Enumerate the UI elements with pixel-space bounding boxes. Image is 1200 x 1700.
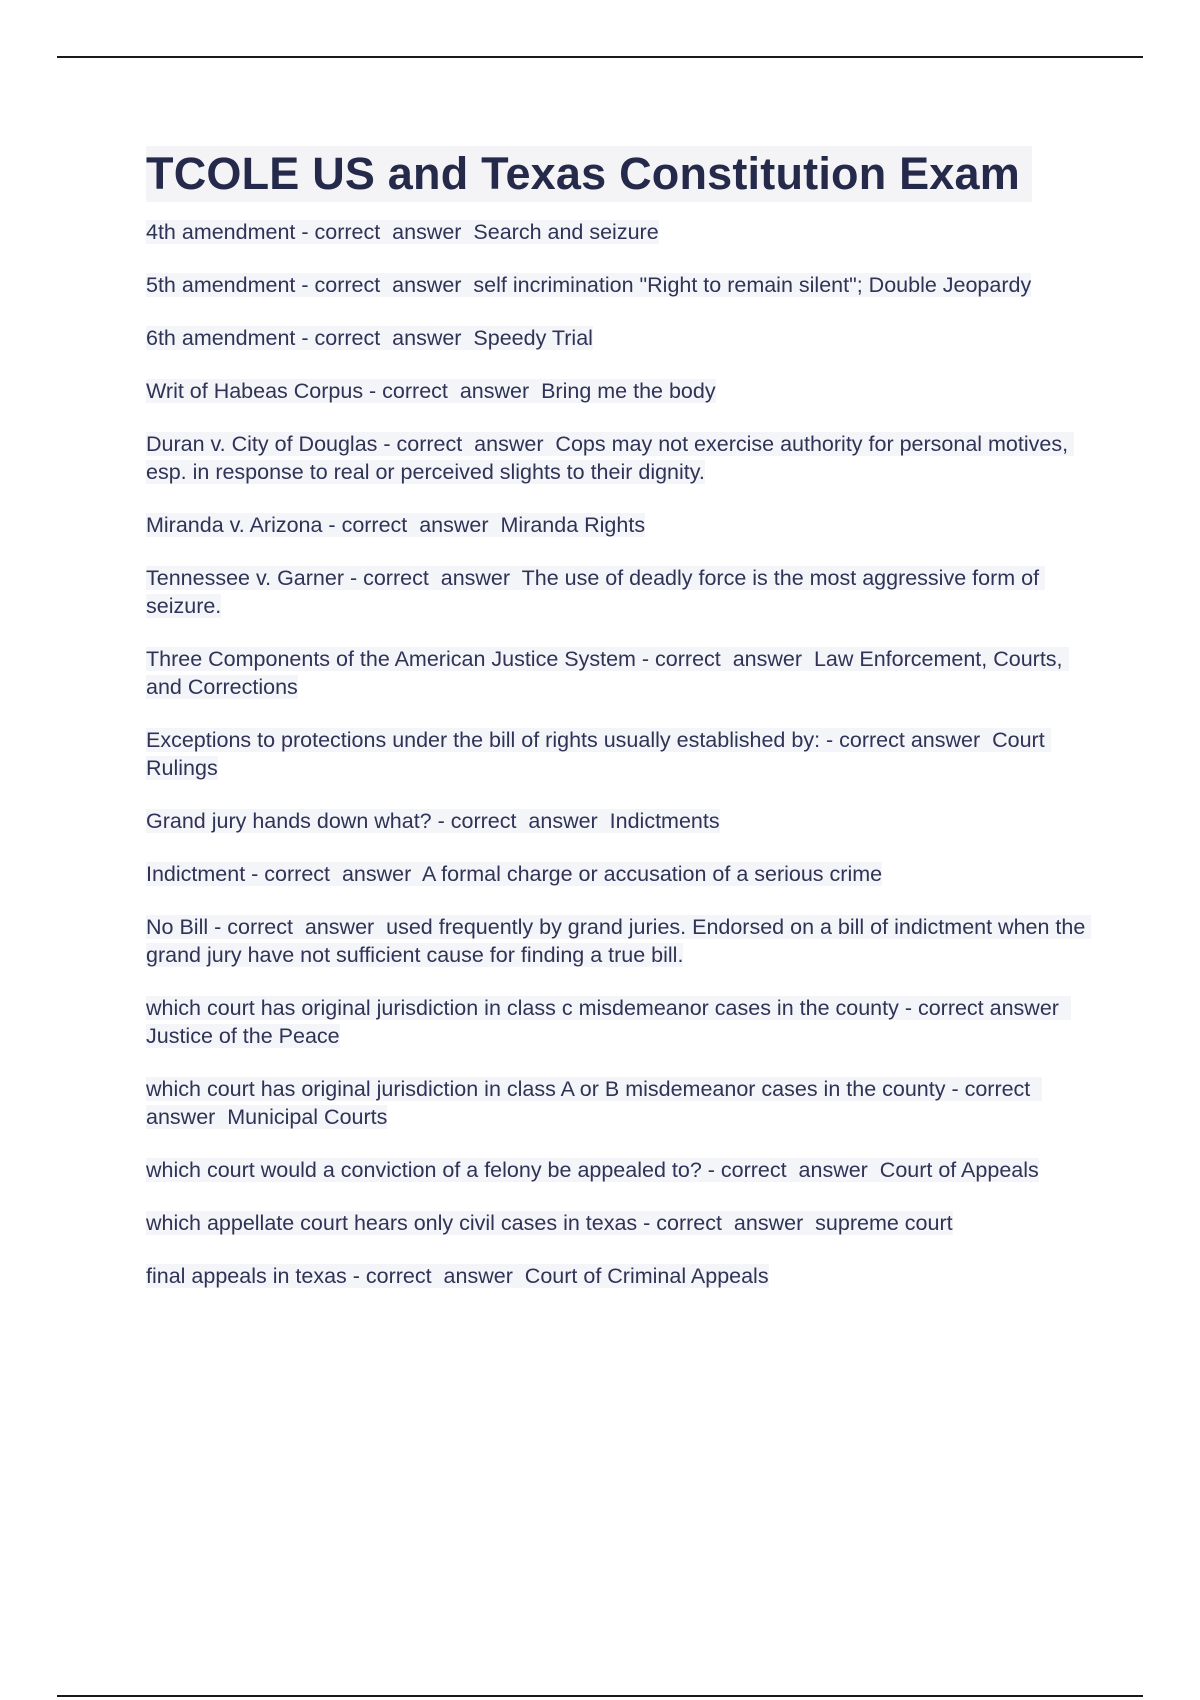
qa-item bbox=[146, 324, 1090, 352]
qa-item-text: Exceptions to protections under the bill of rights usually established by: - correct answer Court Rulings bbox=[146, 728, 1051, 780]
qa-item bbox=[146, 1209, 1090, 1237]
qa-item bbox=[146, 377, 1090, 405]
qa-item-text: No Bill - correct answer used frequently by grand juries. Endorsed on a bill of indictment when the grand jury have not sufficient cause for finding a true bill. bbox=[146, 915, 1092, 967]
qa-item-text: Miranda v. Arizona - correct answer Miranda Rights bbox=[146, 513, 646, 537]
bottom-divider bbox=[57, 1695, 1143, 1697]
qa-item-text: Duran v. City of Douglas - correct answer Cops may not exercise authority for personal motives, esp. in response to real or perceived slights to their dignity. bbox=[146, 432, 1075, 484]
page-title: TCOLE US and Texas Constitution Exam bbox=[146, 146, 1032, 202]
qa-item-text: which appellate court hears only civil cases in texas - correct answer supreme court bbox=[146, 1211, 953, 1235]
qa-item bbox=[146, 511, 1090, 539]
qa-item bbox=[146, 271, 1090, 299]
top-divider bbox=[57, 56, 1143, 58]
qa-item-text: Writ of Habeas Corpus - correct answer Bring me the body bbox=[146, 379, 716, 403]
qa-item bbox=[146, 807, 1090, 835]
qa-item bbox=[146, 726, 1090, 782]
qa-item-text: which court has original jurisdiction in class c misdemeanor cases in the county - correct answer Justice of the Peace bbox=[146, 996, 1071, 1048]
qa-item bbox=[146, 218, 1090, 246]
qa-item bbox=[146, 645, 1090, 701]
qa-item bbox=[146, 564, 1090, 620]
qa-item-text: 4th amendment - correct answer Search and seizure bbox=[146, 220, 659, 244]
qa-item-text: Tennessee v. Garner - correct answer The use of deadly force is the most aggressive form of seizure. bbox=[146, 566, 1046, 618]
qa-item bbox=[146, 913, 1090, 969]
qa-item bbox=[146, 1262, 1090, 1290]
document-content bbox=[146, 146, 1090, 1315]
qa-item-text: Indictment - correct answer A formal charge or accusation of a serious crime bbox=[146, 862, 883, 886]
qa-item-text: 5th amendment - correct answer self incrimination "Right to remain silent"; Double Jeopardy bbox=[146, 273, 1032, 297]
qa-item-text: which court has original jurisdiction in class A or B misdemeanor cases in the county - correct answer Municipal Courts bbox=[146, 1077, 1043, 1129]
qa-list bbox=[146, 218, 1090, 1290]
qa-item-text: Grand jury hands down what? - correct answer Indictments bbox=[146, 809, 720, 833]
qa-item-text: final appeals in texas - correct answer Court of Criminal Appeals bbox=[146, 1264, 769, 1288]
qa-item bbox=[146, 860, 1090, 888]
qa-item-text: which court would a conviction of a felony be appealed to? - correct answer Court of Appeals bbox=[146, 1158, 1039, 1182]
qa-item-text: 6th amendment - correct answer Speedy Trial bbox=[146, 326, 593, 350]
qa-item bbox=[146, 1075, 1090, 1131]
qa-item bbox=[146, 1156, 1090, 1184]
qa-item bbox=[146, 430, 1090, 486]
qa-item bbox=[146, 994, 1090, 1050]
qa-item-text: Three Components of the American Justice System - correct answer Law Enforcement, Courts, and Corrections bbox=[146, 647, 1069, 699]
